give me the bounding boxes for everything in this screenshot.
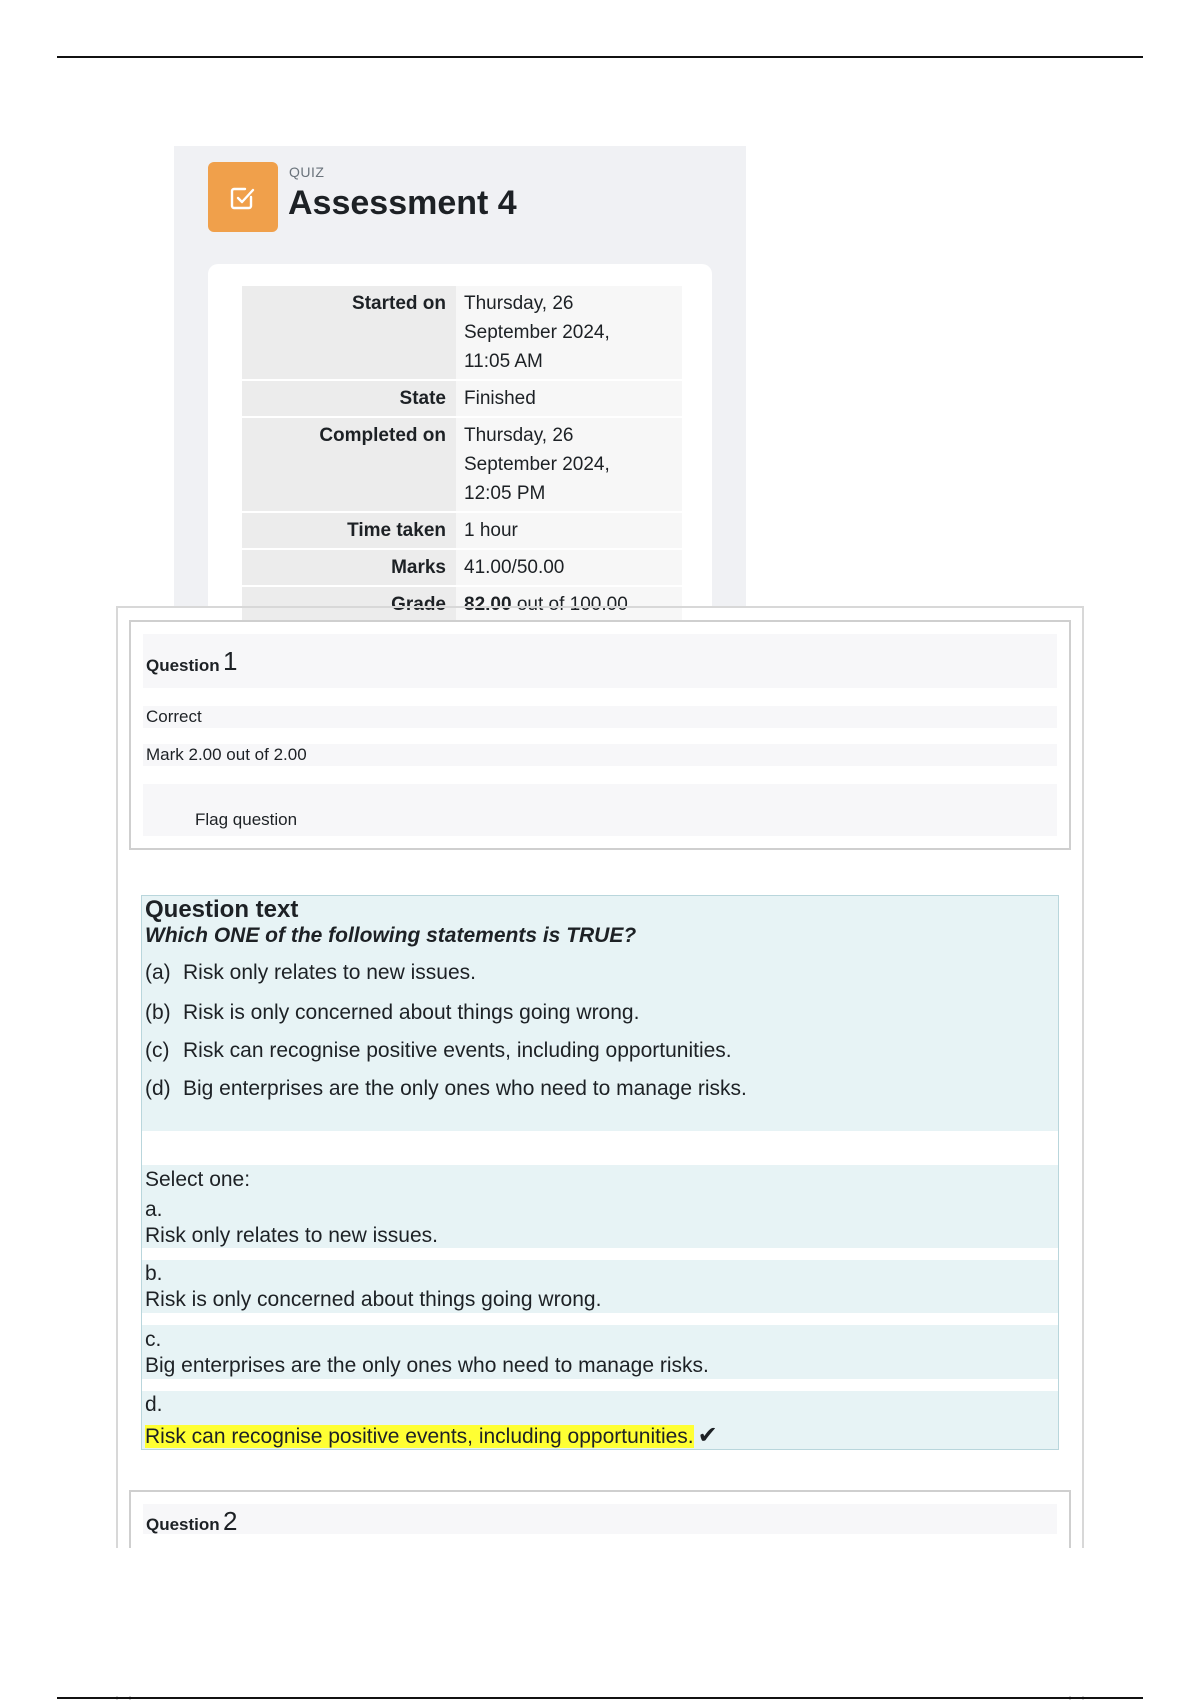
question-number-row (143, 1504, 1057, 1534)
summary-label: Marks (242, 549, 456, 586)
answer-letter[interactable]: a. (145, 1198, 163, 1221)
summary-label: Grade (242, 586, 456, 623)
option-text: Risk only relates to new issues. (183, 961, 476, 984)
answer-divider (142, 1248, 1058, 1260)
question-number: 2 (223, 1506, 238, 1536)
answer-option-selected[interactable] (145, 1421, 718, 1450)
attempt-summary (208, 264, 712, 615)
quiz-kicker: QUIZ (289, 164, 325, 180)
summary-row-started (242, 286, 682, 380)
answer-letter[interactable]: c. (145, 1328, 162, 1351)
question-info (129, 620, 1071, 850)
option-line (145, 1001, 639, 1025)
question-text-heading: Question text (145, 896, 299, 923)
option-text: Risk is only concerned about things going wrong. (183, 1001, 640, 1024)
option-letter: (b) (145, 1001, 171, 1024)
question-mark-row (143, 744, 1057, 766)
summary-row-state (242, 380, 682, 417)
summary-value: 41.00/50.00 (456, 549, 682, 586)
selected-answer-text: Risk can recognise positive events, including opportunities. (145, 1425, 694, 1448)
summary-row-completed (242, 417, 682, 512)
answer-option[interactable]: Big enterprises are the only ones who need to manage risks. (145, 1354, 709, 1377)
page-bottom-margin (0, 1548, 1200, 1696)
question-content (141, 895, 1059, 1450)
question-label: Question (146, 656, 220, 675)
option-letter: (c) (145, 1039, 170, 1062)
answer-option[interactable]: Risk only relates to new issues. (145, 1224, 438, 1247)
page-top-rule (57, 56, 1143, 58)
summary-value: Thursday, 26 September 2024, 11:05 AM (456, 286, 682, 380)
summary-label: Started on (242, 286, 456, 380)
question-state-row (143, 706, 1057, 728)
question-number: 1 (223, 646, 238, 676)
option-line (145, 1039, 732, 1063)
question-prompt: Which ONE of the following statements is TRUE? (145, 924, 637, 947)
summary-value: Thursday, 26 September 2024, 12:05 PM (456, 417, 682, 512)
option-line (145, 1077, 747, 1101)
answer-letter[interactable]: b. (145, 1262, 163, 1285)
grade-out-of: out of 100.00 (511, 594, 628, 615)
answer-letter[interactable]: d. (145, 1393, 163, 1416)
answer-divider (142, 1313, 1058, 1325)
option-letter: (d) (145, 1077, 171, 1100)
option-text: Big enterprises are the only ones who need to manage risks. (183, 1077, 747, 1100)
correct-check-icon: ✔ (697, 1422, 718, 1449)
summary-value: 1 hour (456, 512, 682, 549)
option-letter: (a) (145, 961, 171, 984)
grade-value: 82.00 (464, 594, 512, 615)
summary-label: Completed on (242, 417, 456, 512)
quiz-header-card (174, 146, 746, 615)
summary-label: State (242, 380, 456, 417)
page-bottom-rule (57, 1697, 1143, 1699)
answer-divider (142, 1379, 1058, 1391)
question-label: Question (146, 1515, 220, 1534)
summary-label: Time taken (242, 512, 456, 549)
option-line (145, 961, 476, 985)
summary-row-marks (242, 549, 682, 586)
summary-row-time-taken (242, 512, 682, 549)
question-number-row (143, 634, 1057, 688)
quiz-check-icon (208, 162, 278, 232)
answer-option[interactable]: Risk is only concerned about things going wrong. (145, 1288, 602, 1311)
question-state: Correct (146, 707, 202, 726)
select-one-label: Select one: (145, 1168, 251, 1191)
page-title: Assessment 4 (288, 184, 517, 222)
summary-value: Finished (456, 380, 682, 417)
flag-question-link[interactable]: Flag question (195, 810, 298, 829)
attempt-summary-table (242, 286, 682, 624)
divider-strip (142, 1131, 1058, 1165)
flag-question-row (143, 784, 1057, 836)
option-text: Risk can recognise positive events, including opportunities. (183, 1039, 732, 1062)
question-mark: Mark 2.00 out of 2.00 (146, 745, 307, 764)
